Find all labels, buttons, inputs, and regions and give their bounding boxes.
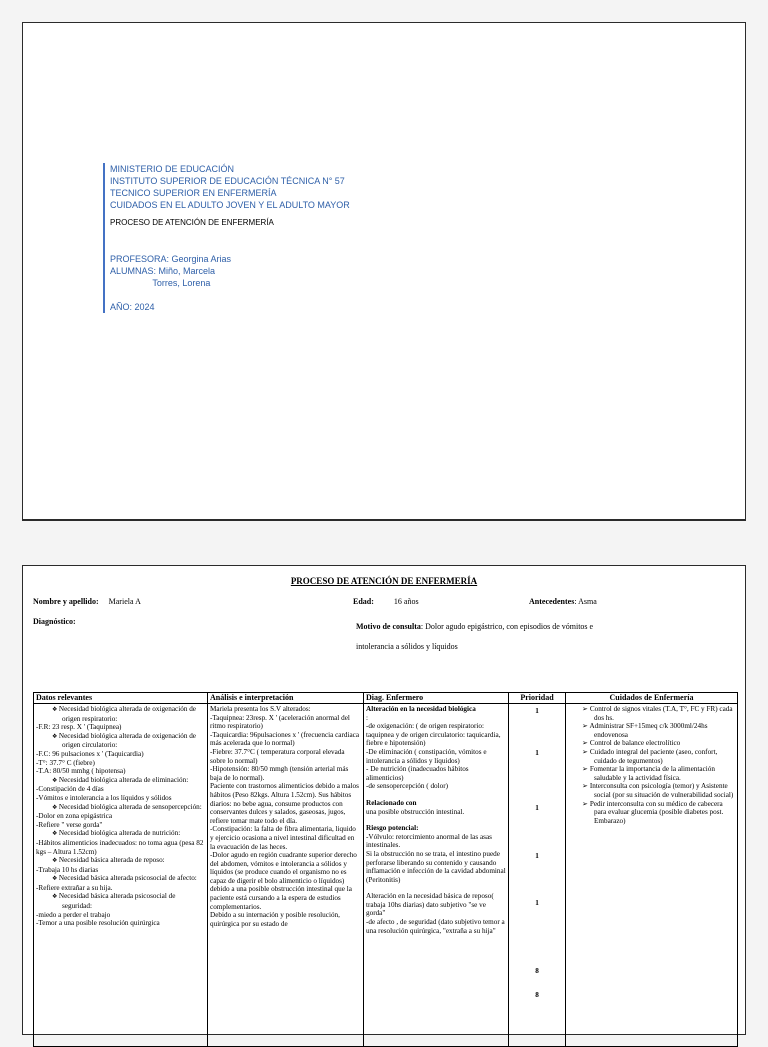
- cover-students-2: Torres, Lorena: [110, 278, 211, 288]
- diagnosis-line: [366, 816, 506, 824]
- need-item: ❖ Necesidad básica alterada de reposo:: [36, 856, 205, 866]
- diagnosis-line: Alteración en la necesidad biológica: [366, 705, 476, 713]
- diagnosis-line: [366, 791, 506, 799]
- form-page: [22, 565, 746, 1035]
- care-plan-table: [33, 692, 738, 1047]
- priority-value: 1: [535, 851, 539, 860]
- need-item: ❖ Necesidad básica alterada psicosocial de afecto:: [36, 874, 205, 884]
- cover-line-institute: INSTITUTO SUPERIOR DE EDUCACIÓN TÉCNICA N° 57: [110, 176, 345, 186]
- analysis-line: -Dolor agudo en región cuadrante superior derecho del abdomen, vómitos e intolerancia a sólidos y líquidos (se produce cuando el organismo no es capaz de digerir el bolo alimenticio o líquidos) debido a una posible obstrucción intestinal que la paciente está cursando a la espera de estudios complementarios.: [210, 851, 357, 911]
- cover-line-subject: CUIDADOS EN EL ADULTO JOVEN Y EL ADULTO MAYOR: [110, 200, 350, 210]
- diagnosis-line: - De nutrición (inadecuados hábitos alimenticios): [366, 765, 469, 782]
- care-item: ➢ Administrar SF+15meq c/k 3000ml/24hs endovenosa: [568, 722, 735, 739]
- cover-block: [103, 163, 630, 313]
- analysis-line: Paciente con trastornos alimenticios debido a malos hábitos (Peso 82kgs. Altura 1.52cm). Sus hábitos diarios: no bebe agua, consume productos con conservantes dulces y salados, gaseosas, jugos, refiere tomar mate todo el día.: [210, 782, 359, 825]
- diagnosis-line: -de afecto , de seguridad (dato subjetivo temor a una resolución quirúrgica, "extraña a su hija": [366, 918, 505, 935]
- diagnosis-line: [366, 884, 506, 892]
- priority-value: 1: [535, 804, 539, 813]
- relevant-data-cell: [34, 704, 208, 1047]
- data-line: -Temor a una posible resolución quirúrgica: [36, 919, 160, 928]
- diagnosis-line: -de oxigenación: ( de origen respiratorio: taquipnea y de origen circulatorio: taquicardia, fiebre e hipotensión): [366, 722, 501, 748]
- reason-label: Motivo de consulta: [356, 622, 421, 631]
- analysis-line: -Taquicardia: 96pulsaciones x ' (frecuencia cardiaca más acelerada que lo normal): [210, 730, 360, 748]
- data-line: -Dolor en zona epigástrica: [36, 812, 113, 821]
- diagnosis-line: Si la obstrucción no se trata, el intestino puede perforarse liberando su contenido y causando inflamación e infección de la cavidad abdominal (Peritonitis): [366, 849, 506, 884]
- analysis-line: Mariela presenta los S.V alterados:: [210, 705, 311, 713]
- reason-value-1: : Dolor agudo epigástrico, con episodios de vómitos e: [420, 622, 594, 631]
- diagnosis-line: Riesgo potencial:: [366, 824, 419, 833]
- data-line: -Hábitos alimenticios inadecuados: no toma agua (pesa 82 kgs – Altura 1.52cm): [36, 838, 204, 856]
- data-line: -Constipación de 4 días: [36, 785, 104, 794]
- diagnosis-line: una posible obstrucción intestinal.: [366, 807, 465, 816]
- care-item: ➢ Fomentar la importancia de la alimentación saludable y la actividad física.: [568, 765, 735, 782]
- nursing-care-cell: [566, 704, 738, 1047]
- cover-line-ministry: MINISTERIO DE EDUCACIÓN: [110, 164, 235, 174]
- cover-page: [22, 22, 746, 521]
- data-line: -Refiere " verse gorda": [36, 820, 103, 829]
- cover-students-1: ALUMNAS: Miño, Marcela: [110, 266, 216, 276]
- need-item: ❖ Necesidad biológica alterada de oxigenación de origen circulatorio:: [36, 732, 205, 750]
- reason-value-2: intolerancia a sólidos y líquidos: [356, 642, 458, 651]
- header-nursing-care: Cuidados de Enfermería: [566, 693, 738, 704]
- priority-value: 1: [535, 748, 539, 757]
- diagnosis-row: [33, 617, 76, 626]
- care-item: ➢ Control de signos vitales (T.A, T°, FC y FR) cada dos hs.: [568, 705, 735, 722]
- priority-value: 1: [535, 707, 539, 715]
- need-item: ❖ Necesidad básica alterada psicosocial de seguridad:: [36, 892, 205, 910]
- header-nursing-diagnosis: Diag. Enfermero: [364, 693, 509, 704]
- diagnosis-line: -Vólvulo: retorcimiento anormal de las asas intestinales.: [366, 832, 492, 850]
- analysis-cell: [208, 704, 364, 1047]
- data-line: -miedo a perder el trabajo: [36, 910, 111, 919]
- reason-row: [356, 617, 736, 657]
- patient-history-row: [529, 597, 597, 606]
- need-item: ❖ Necesidad biológica alterada de sensopercepción:: [36, 803, 205, 813]
- priority-value: 8: [535, 966, 539, 975]
- care-item: ➢ Cuidado integral del paciente (aseo, confort, cuidado de tegumentos): [568, 748, 735, 765]
- cover-professor: PROFESORA: Georgina Arias: [110, 254, 232, 264]
- diagnosis-line: Relacionado con: [366, 798, 417, 807]
- patient-history-label: Antecedentes: [529, 597, 575, 606]
- header-analysis: Análisis e interpretación: [208, 693, 364, 704]
- patient-name-row: [33, 597, 141, 606]
- patient-age-label: Edad:: [353, 597, 374, 606]
- cover-line-career: TECNICO SUPERIOR EN ENFERMERÍA: [110, 188, 277, 198]
- data-line: -F.C: 96 pulsaciones x ' (Taquicardia): [36, 749, 144, 758]
- patient-name-value: Mariela A: [108, 597, 141, 606]
- patient-age-value: 16 años: [393, 597, 419, 606]
- patient-name-label: Nombre y apellido:: [33, 597, 99, 606]
- patient-age-row: [353, 597, 419, 606]
- cover-year: AÑO: 2024: [110, 302, 155, 312]
- diagnosis-label: Diagnóstico:: [33, 617, 76, 626]
- care-item: ➢ Control de balance electrolítico: [568, 739, 735, 748]
- diagnosis-line: -de sensopercepción ( dolor): [366, 782, 449, 791]
- data-line: -Refiere extrañar a su hija.: [36, 883, 113, 892]
- priority-value: 1: [535, 899, 539, 908]
- analysis-line: -Hipotensión: 80/50 mmgh (tensión arterial más baja de lo normal).: [210, 765, 349, 782]
- priority-cell: [509, 704, 566, 1047]
- analysis-line: -Fiebre: 37.7°C ( temperatura corporal elevada sobre lo normal): [210, 747, 345, 765]
- data-line: -F.R: 23 resp. X ' (Taquipnea): [36, 723, 122, 732]
- need-item: ❖ Necesidad biológica alterada de eliminación:: [36, 776, 205, 786]
- form-title: PROCESO DE ATENCIÓN DE ENFERMERÍA: [290, 576, 478, 586]
- table-header-row: [34, 693, 738, 704]
- analysis-line: -Taquipnea: 23resp. X ' (aceleración anormal del ritmo respiratorio): [210, 713, 350, 731]
- header-priority: Prioridad: [509, 693, 566, 704]
- patient-history-value: : Asma: [574, 597, 597, 606]
- table-row: [34, 704, 738, 1047]
- data-line: -T°: 37.7° C (fiebre): [36, 758, 95, 767]
- diagnosis-line: Alteración en la necesidad básica de reposo( trabaja 10hs diarias) dato subjetivo "se ve gorda": [366, 892, 494, 918]
- diagnosis-line: -De eliminación ( constipación, vómitos e intolerancia a sólidos y líquidos): [366, 747, 487, 765]
- cover-process-title: PROCESO DE ATENCIÓN DE ENFERMERÍA: [110, 218, 274, 227]
- priority-value: 8: [535, 990, 539, 999]
- data-line: -Vómitos e intolerancia a los líquidos y sólidos: [36, 793, 172, 802]
- care-item: ➢ Interconsulta con psicología (temor) y Asistente social (por su situación de vulnerabilidad social): [568, 782, 735, 799]
- diagnosis-line: :: [366, 713, 368, 722]
- data-line: -T.A: 80/50 mmhg ( hipotensa): [36, 767, 126, 776]
- care-item: ➢ Pedir interconsulta con su médico de cabecera para evaluar glucemia (posible diabetes post. Embarazo): [568, 800, 735, 826]
- header-relevant-data: Datos relevantes: [34, 693, 208, 704]
- data-line: -Trabaja 10 hs diarias: [36, 865, 99, 874]
- analysis-line: Debido a su internación y posible resolución, quirúrgica por su estado de: [210, 911, 340, 928]
- need-item: ❖ Necesidad biológica alterada de oxigenación de origen respiratorio:: [36, 705, 205, 723]
- analysis-line: -Constipación: la falta de fibra alimentaria, liquido y ejercicio ocasiona a nivel intestinal dificultad en la evacuación de las heces.: [210, 825, 356, 851]
- nursing-diagnosis-cell: [364, 704, 509, 1047]
- need-item: ❖ Necesidad biológica alterada de nutrición:: [36, 829, 205, 839]
